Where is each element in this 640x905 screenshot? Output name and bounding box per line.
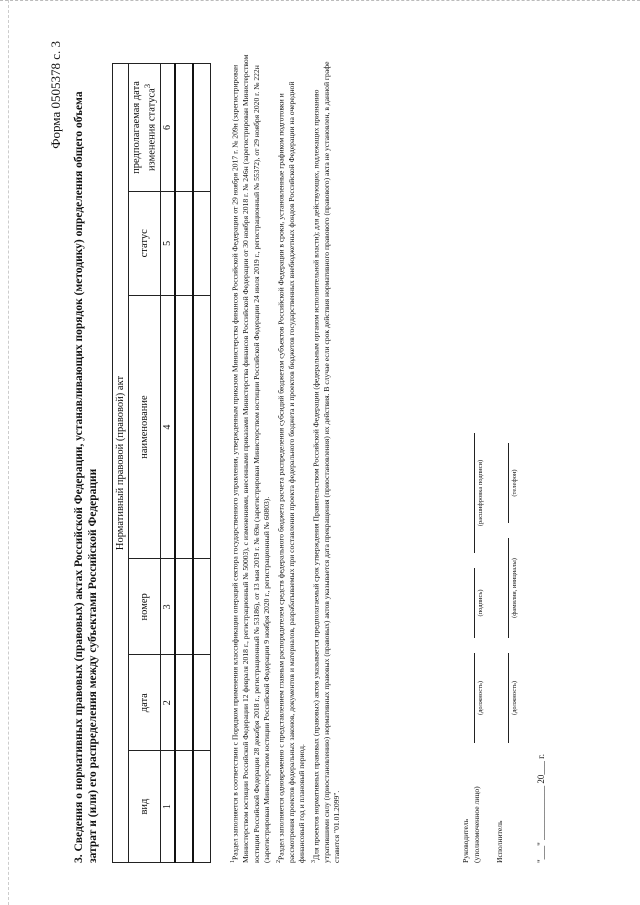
col-header-type: вид	[129, 750, 161, 862]
table-cell[interactable]	[175, 558, 193, 654]
head-signature-field[interactable]	[460, 568, 475, 638]
col-header-name: наименование	[129, 295, 161, 559]
col-header-status: статус	[129, 191, 161, 295]
head-decoding-field[interactable]	[460, 433, 475, 553]
table-row	[193, 63, 211, 862]
executor-name-field[interactable]	[494, 538, 509, 638]
table-cell[interactable]	[175, 63, 193, 191]
footnote-2-text: Раздел заполняется одновременно с представлением главным распорядителем средств федерального бюджета расчета распределения субсидий бюджетам субъектов Российской Федерации в сроки, установленные графиком подготовки и рассмотрения проектов федеральных законов, документов и материалов, разрабатываемых при составлении проекта федерального бюджета и проектов бюджетов государственных внебюджетных фондов Российской Федерации на очередной финансовый год и плановый период.	[276, 81, 307, 863]
col-number-3: 3	[160, 558, 175, 654]
col-header-footnote-mark: 3	[142, 83, 152, 88]
footnote-3-text: Для проектов нормативных правовых (правовых) актов указывается предполагаемый срок утверждения Правительством Российской Федерации (федеральным органом исполнительной власти); для действующих, подлежащих признанию утратившими силу (приостановлению) нормативных правовых (правовых) актов указывается дата прекращения (приостановления) их действия. В случае если срок действия нормативного правового (правового) акта не установлен, в данной графе ставится "01.01.2099".	[311, 61, 342, 863]
acts-table	[112, 63, 211, 863]
table-cell[interactable]	[175, 191, 193, 295]
executor-position-caption: (должность)	[511, 680, 518, 715]
footnote-1-mark: 1	[230, 859, 236, 863]
form-number: Форма 0505378 с. 3	[48, 40, 63, 149]
col-number-4: 4	[160, 295, 175, 559]
table-cell[interactable]	[175, 295, 193, 559]
executor-signature-row	[494, 343, 528, 863]
table-cell[interactable]	[193, 558, 211, 654]
head-signature-caption: (подпись)	[477, 589, 484, 616]
col-header-status-change-date-label: предполагаемая дата изменения статуса	[131, 80, 158, 174]
section-heading: 3. Сведения о нормативных правовых (правовых) актах Российской Федерации, устанавливающих порядок (методику) определения общего объема затрат и (или) его распределения между субъектами Российской Федерации	[73, 90, 99, 863]
col-number-1: 1	[160, 750, 175, 862]
footnote-2-mark: 2	[275, 859, 282, 863]
footnote-1	[228, 53, 273, 863]
footnote-3-mark: 3	[310, 859, 317, 863]
executor-phone-caption: (телефон)	[511, 468, 518, 497]
signature-block	[460, 343, 562, 863]
col-number-6: 6	[160, 63, 175, 191]
head-sublabel: (уполномоченное лицо)	[472, 785, 481, 863]
executor-phone-field[interactable]	[494, 443, 509, 523]
scan-edge-top	[0, 0, 640, 2]
table-cell[interactable]	[175, 750, 193, 862]
head-position-caption: (должность)	[477, 680, 484, 715]
col-number-5: 5	[160, 191, 175, 295]
table-cell[interactable]	[193, 295, 211, 559]
table-cell[interactable]	[193, 191, 211, 295]
date-row	[528, 343, 562, 863]
footnotes	[228, 53, 344, 863]
column-number-row	[160, 63, 175, 862]
document-sheet	[20, 13, 620, 893]
table-cell[interactable]	[175, 654, 193, 750]
col-header-date: дата	[129, 654, 161, 750]
date-line[interactable]: "___" ____________ 20___ г.	[536, 753, 546, 863]
executor-label: Исполнитель	[495, 820, 504, 863]
scan-edge-left	[8, 0, 10, 905]
table-row	[175, 63, 193, 862]
head-position-field[interactable]	[460, 653, 475, 743]
executor-name-caption: (фамилия, инициалы)	[511, 557, 518, 618]
footnote-2	[274, 53, 308, 863]
footnote-3	[309, 53, 343, 863]
head-signature-row	[460, 343, 494, 863]
group-header: Нормативный правовой (правовой) акт	[113, 63, 129, 862]
table-cell[interactable]	[193, 654, 211, 750]
table-cell[interactable]	[193, 750, 211, 862]
header-row	[129, 63, 161, 862]
executor-position-field[interactable]	[494, 653, 509, 743]
head-label: Руководитель	[461, 818, 470, 863]
col-number-2: 2	[160, 654, 175, 750]
head-decoding-caption: (расшифровка подписи)	[477, 459, 484, 526]
footnote-1-text: Раздел заполняется в соответствии с Порядком применения классификации операций сектора государственного управления, утвержденным приказом Министерства финансов Российской Федерации от 29 ноября 2017 г. № 209н (зарегистрирован Министерством юстиции Российской Федерации 12 февраля 2018 г., регистрационный № 50003), с изменениями, внесенными приказами Министерства финансов Российской Федерации от 30 ноября 2018 г. № 246н (зарегистрирован Министерством юстиции Российской Федерации 28 декабря 2018 г., регистрационный № 53186), от 13 мая 2019 г. № 69н (зарегистрирован Министерством юстиции Российской Федерации 24 июля 2019 г., регистрационный № 55372), от 29 ноября 2020 г. № 222н (зарегистрирован Министерством юстиции Российской Федерации 9 ноября 2020 г., регистрационный № 60803).	[230, 54, 272, 863]
col-header-status-change-date	[129, 63, 161, 191]
head-label-group	[460, 753, 482, 863]
table-cell[interactable]	[193, 63, 211, 191]
col-header-number: номер	[129, 558, 161, 654]
